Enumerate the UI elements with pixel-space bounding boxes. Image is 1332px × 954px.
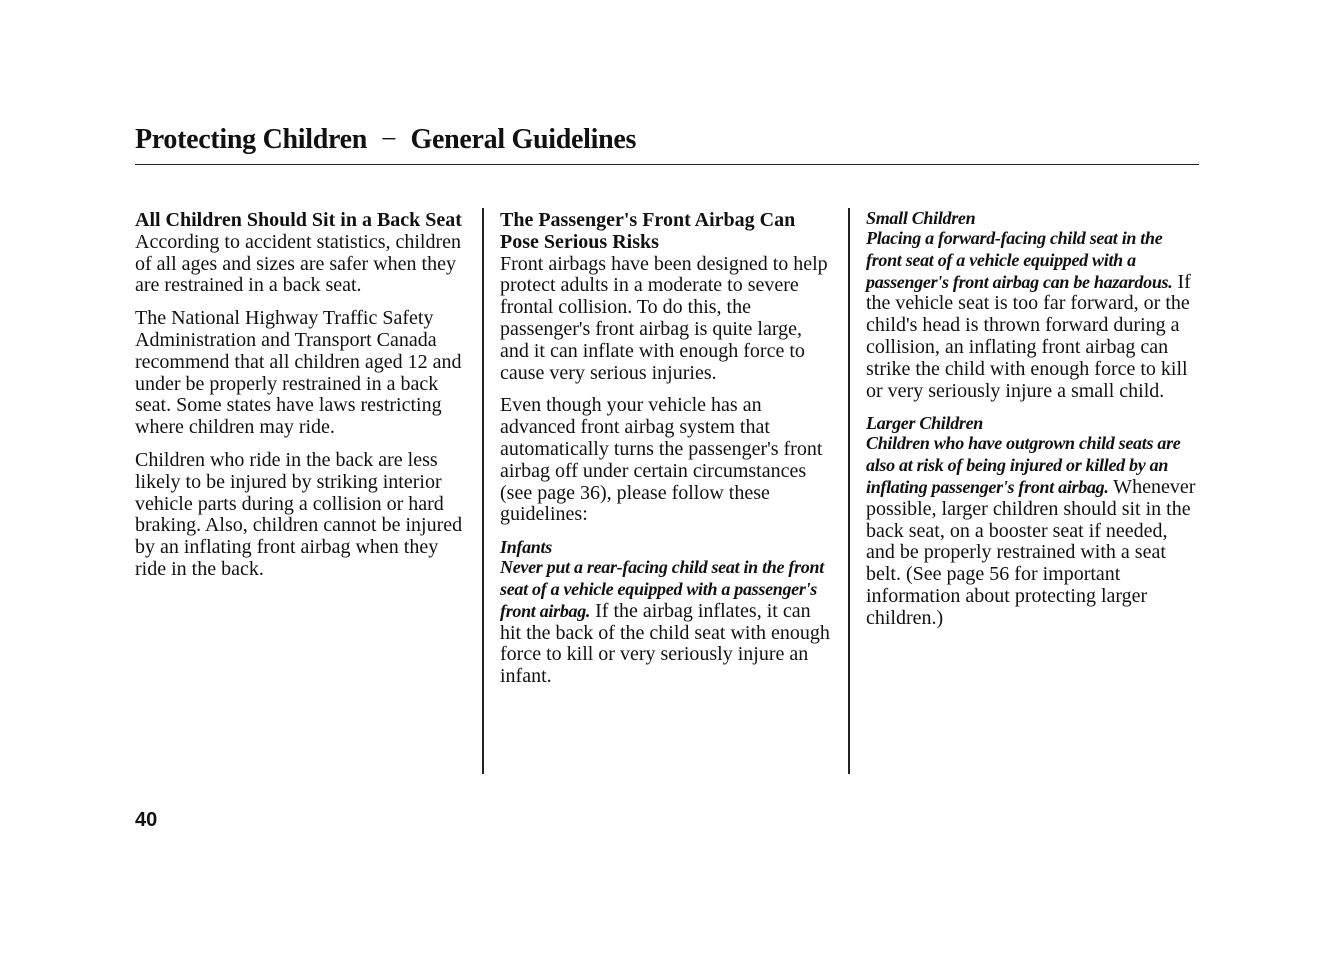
title-separator: − <box>381 124 397 155</box>
paragraph: According to accident statistics, children of all ages and sizes are safer when they are restrained in a back seat. <box>135 230 462 297</box>
larger-children-warning: Children who have outgrown child seats are also at risk of being injured or killed by an inflating passenger's front airbag. <box>866 433 1181 497</box>
heading-front-airbag: The Passenger's Front Airbag Can Pose Serious Risks <box>500 209 796 253</box>
page-number: 40 <box>135 809 158 831</box>
larger-children-text: Whenever possible, larger children should sit in the back seat, on a booster seat if needed, and be properly restrained with a seat belt. (See page 56 for important information about protecting larger children.) <box>866 475 1196 629</box>
subheading-small-children: Small Children <box>866 208 976 228</box>
paragraph: The National Highway Traffic Safety Administration and Transport Canada recommend that all children aged 12 and under be properly restrained in a back seat. Some states have laws restricting where children may ride. <box>135 307 462 439</box>
paragraph: Front airbags have been designed to help protect adults in a moderate to severe frontal collision. To do this, the passenger's front airbag is quite large, and it can inflate with enough force to cause very serious injuries. <box>500 252 828 384</box>
column-back-seat <box>135 208 465 592</box>
page-header <box>135 122 1199 165</box>
heading-back-seat: All Children Should Sit in a Back Seat <box>135 209 462 231</box>
title-subsection: General Guidelines <box>410 124 637 155</box>
infants-warning: Never put a rear-facing child seat in the front seat of a vehicle equipped with a passenger's front airbag. <box>500 557 824 621</box>
page-title <box>135 122 636 158</box>
paragraph: Children who ride in the back are less likely to be injured by striking interior vehicle parts during a collision or hard braking. Also, children cannot be injured by an inflating front airbag when they ride in the back. <box>135 448 463 580</box>
small-children-paragraph <box>866 228 1201 402</box>
subheading-larger-children: Larger Children <box>866 413 984 434</box>
column-front-airbag <box>500 208 835 699</box>
subheading-infants: Infants <box>500 537 552 558</box>
small-children-text: If the vehicle seat is too far forward, or the child's head is thrown forward during a collision, an inflating front airbag can strike the child with enough force to kill or very seriously injure a small child. <box>866 270 1191 402</box>
column-divider <box>482 208 484 774</box>
infants-text: If the airbag inflates, it can hit the back of the child seat with enough force to kill or very seriously injure an infant. <box>500 599 830 688</box>
small-children-warning: Placing a forward-facing child seat in the front seat of a vehicle equipped with a passenger's front airbag can be hazardous. <box>866 228 1173 292</box>
column-children-sizes <box>866 208 1201 641</box>
title-section: Protecting Children <box>135 124 368 155</box>
column-divider <box>848 208 850 774</box>
paragraph: Even though your vehicle has an advanced front airbag system that automatically turns the passenger's front airbag off under certain circumstances (see page 36), please follow these guidelines: <box>500 394 823 526</box>
infants-paragraph <box>500 557 835 688</box>
larger-children-paragraph <box>866 433 1201 629</box>
